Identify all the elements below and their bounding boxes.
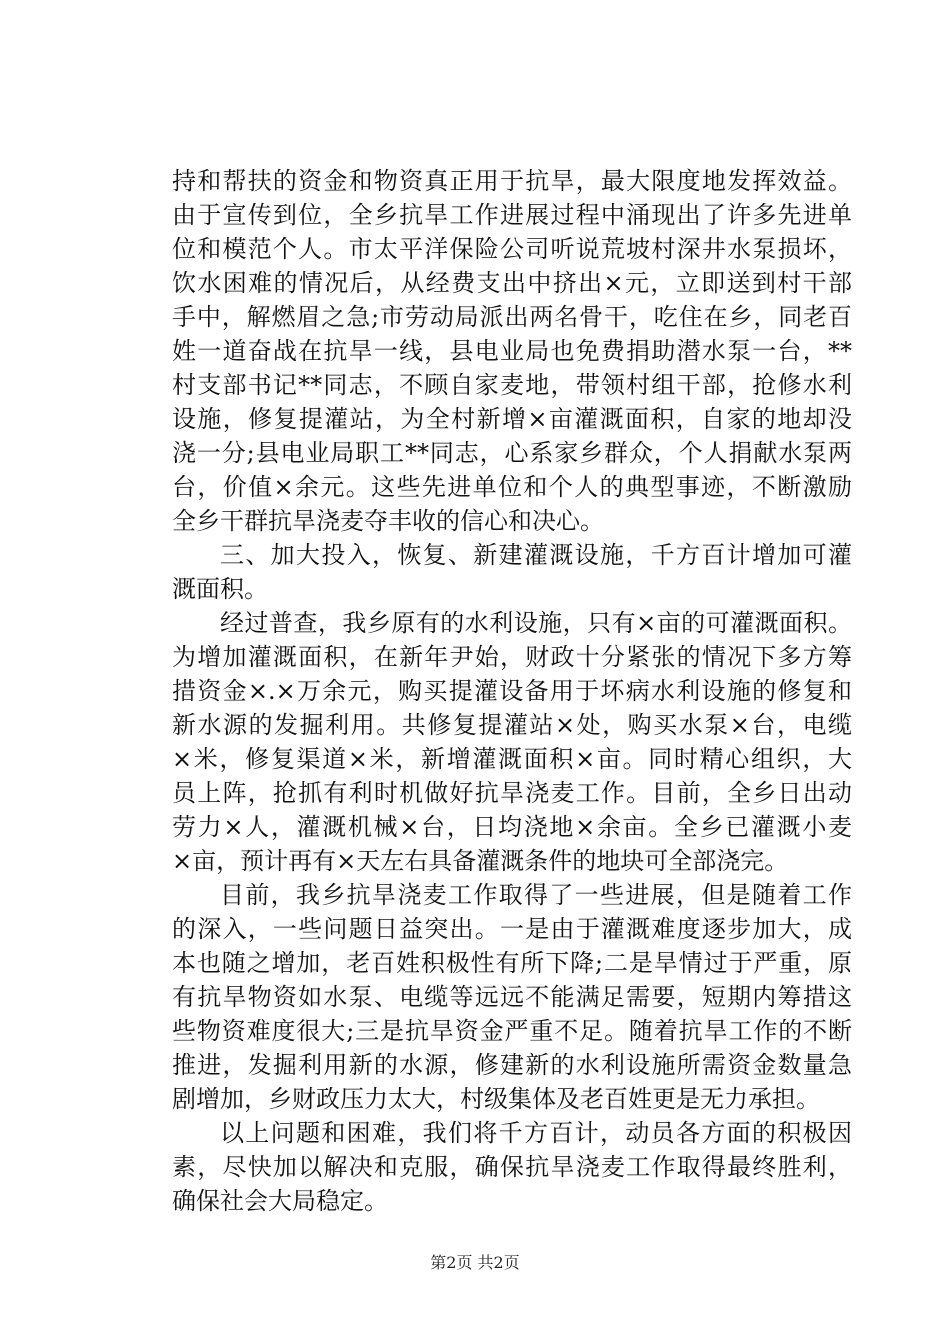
text-line: 确保社会大局稳定。 (172, 1187, 388, 1215)
text-line: 为增加灌溉面积，在新年尹始，财政十分紧张的情况下多方筹 (172, 643, 852, 671)
text-line: 些物资难度很大;三是抗旱资金严重不足。随着抗旱工作的不断 (172, 1017, 852, 1045)
text-line: 姓一道奋战在抗旱一线，县电业局也免费捐助潜水泵一台，** (172, 337, 852, 365)
page-number-label: 第2页 共2页 (430, 1253, 520, 1272)
text-line: 手中，解燃眉之急;市劳动局派出两名骨干，吃住在乡，同老百 (172, 303, 852, 331)
text-line: 措资金×.×万余元，购买提灌设备用于坏病水利设施的修复和 (172, 677, 852, 705)
text-line: 村支部书记**同志，不顾自家麦地，带领村组干部，抢修水利 (172, 371, 852, 399)
text-line: 员上阵，抢抓有利时机做好抗旱浇麦工作。目前，全乡日出动 (172, 779, 852, 807)
text-line: 推进，发掘利用新的水源，修建新的水利设施所需资金数量急 (172, 1051, 852, 1079)
text-line: ×亩，预计再有×天左右具备灌溉条件的地块可全部浇完。 (172, 847, 789, 875)
text-line: 以上问题和困难，我们将千方百计，动员各方面的积极因 (220, 1119, 852, 1147)
text-line: 目前，我乡抗旱浇麦工作取得了一些进展，但是随着工作 (220, 881, 852, 909)
page-footer (0, 1252, 950, 1274)
text-line: 素，尽快加以解决和克服，确保抗旱浇麦工作取得最终胜利， (172, 1153, 852, 1181)
text-line: 劳力×人，灌溉机械×台，日均浇地×余亩。全乡已灌溉小麦 (172, 813, 852, 841)
text-line: 新水源的发掘利用。共修复提灌站×处，购买水泵×台，电缆 (172, 711, 852, 739)
document-body (172, 164, 852, 1218)
text-line: 有抗旱物资如水泵、电缆等远远不能满足需要，短期内筹措这 (172, 983, 852, 1011)
text-line: 溉面积。 (172, 575, 268, 603)
text-line: 经过普查，我乡原有的水利设施，只有×亩的可灌溉面积。 (220, 609, 852, 637)
text-line: 剧增加，乡财政压力太大，村级集体及老百姓更是无力承担。 (172, 1085, 820, 1113)
text-line: 饮水困难的情况后，从经费支出中挤出×元，立即送到村干部 (172, 269, 852, 297)
text-line: 持和帮扶的资金和物资真正用于抗旱，最大限度地发挥效益。 (172, 167, 852, 195)
text-line: ×米，修复渠道×米，新增灌溉面积×亩。同时精心组织，大 (172, 745, 852, 773)
text-line: 本也随之增加，老百姓积极性有所下降;二是旱情过于严重，原 (172, 949, 852, 977)
text-line: 位和模范个人。市太平洋保险公司听说荒坡村深井水泵损坏， (172, 235, 852, 263)
text-line: 的深入，一些问题日益突出。一是由于灌溉难度逐步加大，成 (172, 915, 852, 943)
text-line: 由于宣传到位，全乡抗旱工作进展过程中涌现出了许多先进单 (172, 201, 852, 229)
text-line: 浇一分;县电业局职工**同志，心系家乡群众，个人捐献水泵两 (172, 439, 852, 467)
text-line: 三、加大投入，恢复、新建灌溉设施，千方百计增加可灌 (220, 541, 852, 569)
text-line: 设施，修复提灌站，为全村新增×亩灌溉面积，自家的地却没 (172, 405, 852, 433)
text-line: 全乡干群抗旱浇麦夺丰收的信心和决心。 (172, 507, 604, 535)
text-line: 台，价值×余元。这些先进单位和个人的典型事迹，不断激励 (172, 473, 852, 501)
